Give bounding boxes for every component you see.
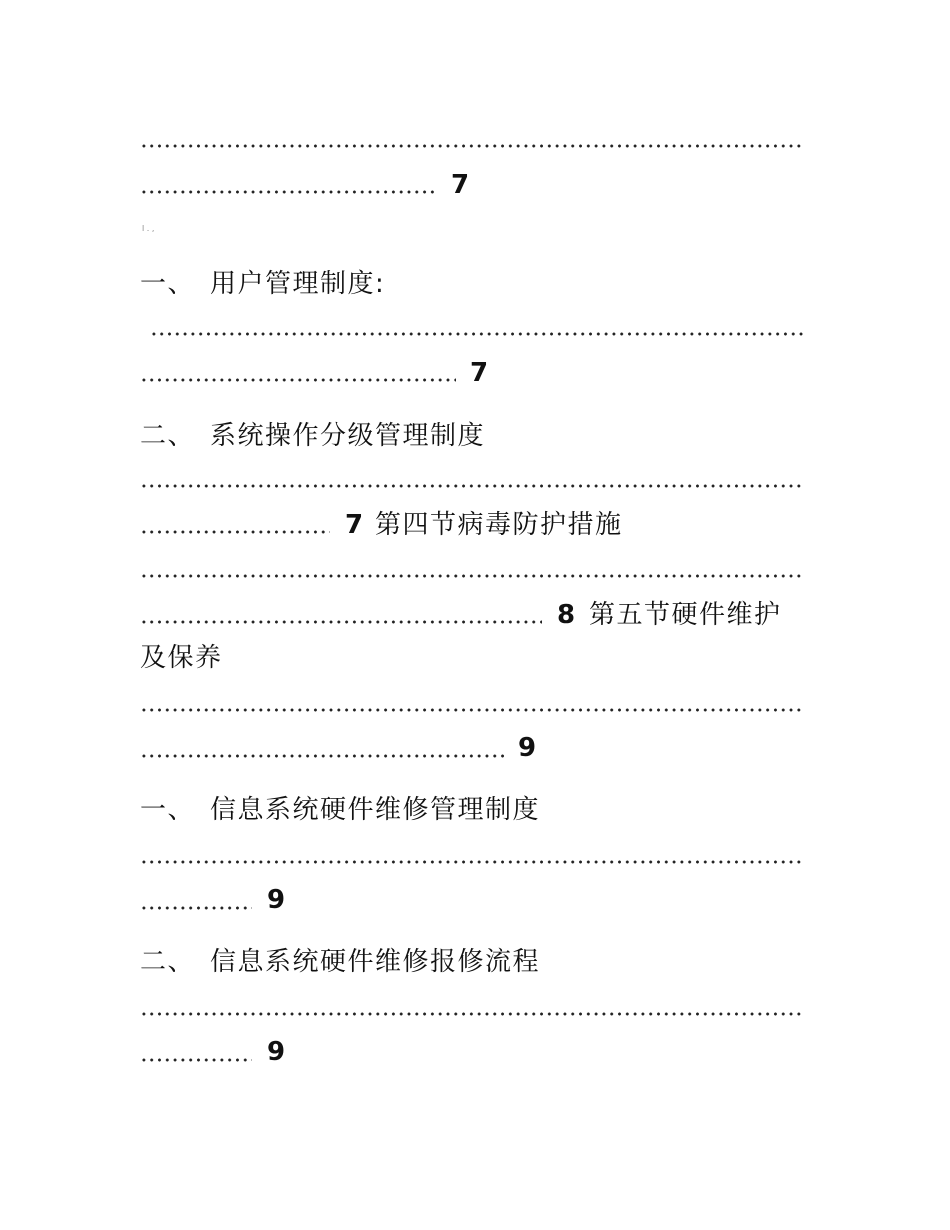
toc-entry-title[interactable]: 系统操作分级管理制度: [210, 421, 486, 451]
toc-page-number: 7: [345, 510, 364, 540]
toc-page-number: 7: [451, 170, 470, 200]
toc-leader-dots: [140, 750, 505, 762]
toc-page-number: 9: [267, 885, 286, 915]
toc-leader-dots: [140, 704, 805, 716]
toc-leader-dots: [140, 856, 805, 868]
toc-leader-dots: [140, 186, 435, 198]
toc-leader-dots: [140, 1008, 805, 1020]
toc-entry-prefix: 一、: [140, 795, 196, 825]
toc-leader-dots: [140, 374, 456, 386]
toc-leader-dots: [140, 616, 542, 628]
toc-leader-dots: [140, 140, 805, 152]
toc-leader-dots: [140, 526, 330, 538]
toc-leader-dots: [140, 1054, 252, 1066]
toc-entry-title[interactable]: 用户管理制度:: [210, 269, 386, 299]
toc-entry-prefix: 一、: [140, 269, 196, 299]
toc-entry-title[interactable]: 第五节硬件维护: [589, 600, 782, 630]
toc-page-number: 9: [518, 733, 537, 763]
toc-entry-title[interactable]: 信息系统硬件维修报修流程: [210, 947, 541, 977]
stray-marker: l . ,: [142, 224, 155, 233]
toc-entry-prefix: 二、: [140, 421, 196, 451]
toc-leader-dots: [150, 328, 805, 340]
toc-entry-title-continued[interactable]: 及保养: [140, 643, 223, 673]
toc-entry-title[interactable]: 第四节病毒防护措施: [375, 510, 623, 540]
toc-page-number: 9: [267, 1037, 286, 1067]
toc-entry-title[interactable]: 信息系统硬件维修管理制度: [210, 795, 541, 825]
toc-page-number: 7: [470, 358, 489, 388]
toc-leader-dots: [140, 480, 805, 492]
toc-leader-dots: [140, 570, 805, 582]
toc-leader-dots: [140, 902, 252, 914]
toc-page-number: 8: [557, 600, 576, 630]
toc-entry-prefix: 二、: [140, 947, 196, 977]
